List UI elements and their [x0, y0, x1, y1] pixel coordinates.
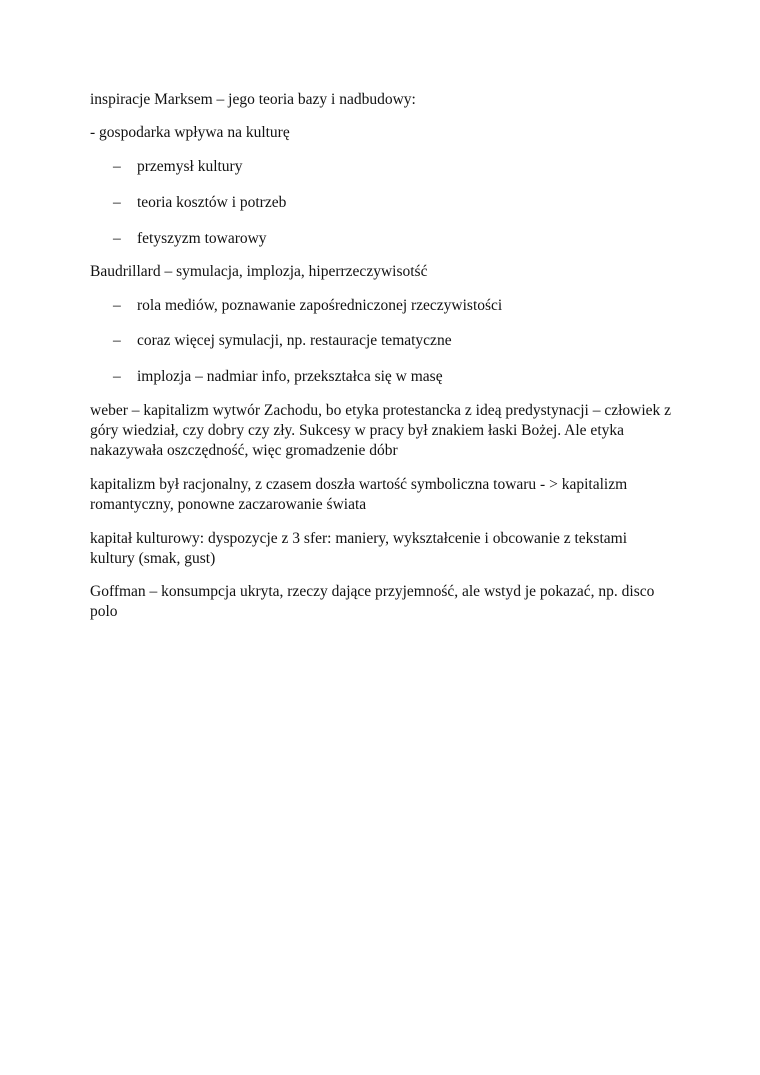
bullet-dash: –: [113, 297, 121, 314]
text-line: weber – kapitalizm wytwór Zachodu, bo etyka protestancka z ideą predystynacji – człowiek z: [90, 402, 672, 419]
bullet-dash: –: [113, 368, 121, 385]
text-line: Goffman – konsumpcja ukryta, rzeczy dające przyjemność, ale wstyd je pokazać, np. disco: [90, 583, 655, 600]
list-item: implozja – nadmiar info, przekształca się w masę: [137, 368, 443, 385]
list-item: przemysł kultury: [137, 158, 243, 175]
paragraph-economy: - gospodarka wpływa na kulturę: [90, 124, 290, 141]
text-line: góry wiedział, czy dobry czy zły. Sukcesy w pracy był znakiem łaski Bożej. Ale etyka: [90, 422, 625, 439]
list-item: teoria kosztów i potrzeb: [137, 194, 287, 211]
text-line: kapitał kulturowy: dyspozycje z 3 sfer: maniery, wykształcenie i obcowanie z tekstami: [90, 530, 628, 547]
bullet-dash: –: [113, 158, 121, 175]
paragraph-marx: inspiracje Marksem – jego teoria bazy i nadbudowy:: [90, 91, 416, 108]
text-line: kapitalizm był racjonalny, z czasem doszła wartość symboliczna towaru - > kapitalizm: [90, 476, 628, 493]
text-line: romantyczny, ponowne zaczarowanie świata: [90, 496, 367, 513]
text-line: polo: [90, 603, 118, 620]
text-line: nakazywała oszczędność, więc gromadzenie dóbr: [90, 442, 398, 459]
list-item: fetyszyzm towarowy: [137, 230, 267, 247]
bullet-dash: –: [113, 194, 121, 211]
bullet-dash: –: [113, 230, 121, 247]
list-item: coraz więcej symulacji, np. restauracje tematyczne: [137, 332, 452, 349]
text-line: kultury (smak, gust): [90, 550, 216, 567]
list-item: rola mediów, poznawanie zapośredniczonej rzeczywistości: [137, 297, 503, 314]
bullet-dash: –: [113, 332, 121, 349]
paragraph-baudrillard: Baudrillard – symulacja, implozja, hiperrzeczywisotść: [90, 263, 428, 280]
